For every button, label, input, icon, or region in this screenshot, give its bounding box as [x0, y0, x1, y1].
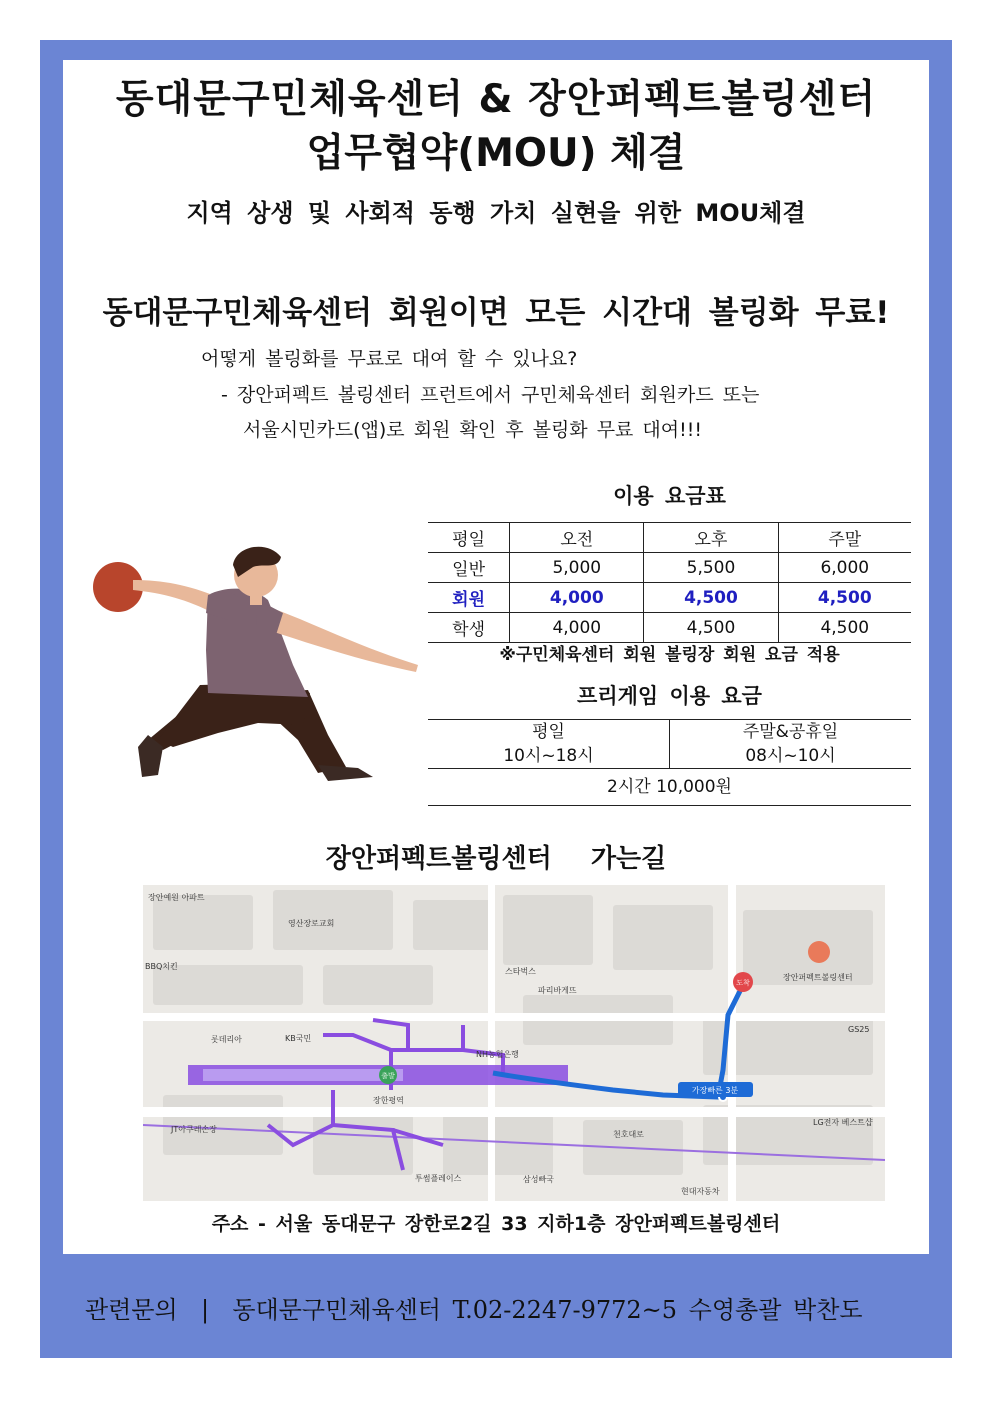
fee-cell: 4,000	[510, 613, 644, 643]
free-game-price-row	[428, 769, 911, 806]
bowler-illustration	[78, 485, 428, 785]
poster-card	[63, 60, 929, 1254]
weekday-time: 10시~18시	[503, 746, 594, 766]
map-label-bank: NH농협은행	[476, 1050, 519, 1059]
subtitle: 지역 상생 및 사회적 동행 가치 실현을 위한 MOU체결	[186, 199, 806, 227]
fee-cell: 4,500	[644, 583, 778, 613]
fee-table-row	[428, 553, 911, 583]
fee-table-row	[428, 613, 911, 643]
fee-header-cell: 평일	[428, 523, 510, 553]
map-label-twosome: 투썸플레이스	[415, 1174, 462, 1183]
map-arrival: 도착	[736, 979, 750, 987]
fee-cell: 5,500	[644, 553, 778, 583]
map-label-jt: JT아쿠레손장	[171, 1125, 217, 1134]
map-label-lg: LG전자 베스트샵	[813, 1118, 873, 1127]
fee-cell: 4,500	[644, 613, 778, 643]
map-label-kb: KB국민	[285, 1034, 312, 1043]
map-label-bbq: BBQ치킨	[145, 962, 178, 971]
map-label-gs25: GS25	[848, 1025, 870, 1034]
faq-answer-line-1: - 장안퍼펙트 볼링센터 프런트에서 구민체육센터 회원카드 또는	[221, 384, 760, 406]
weekday-label: 평일	[532, 722, 565, 742]
fee-header-cell: 주말	[778, 523, 911, 553]
fee-cell: 일반	[428, 553, 510, 583]
free-game-weekend	[670, 720, 912, 769]
free-game-table	[428, 719, 911, 806]
fee-cell: 4,500	[778, 583, 911, 613]
title-line-2: 업무협약(MOU) 체결	[306, 131, 686, 176]
fee-cell: 6,000	[778, 553, 911, 583]
fee-table-header-row	[428, 523, 911, 553]
fee-cell: 4,000	[510, 583, 644, 613]
fee-cell: 5,000	[510, 553, 644, 583]
fee-header-cell: 오전	[510, 523, 644, 553]
fee-cell: 학생	[428, 613, 510, 643]
contact-info: 관련문의 | 동대문구민체육센터 T.02-2247-9772~5 수영총괄 박찬도	[85, 1296, 863, 1324]
headline: 동대문구민체육센터 회원이면 모든 시간대 볼링화 무료!	[102, 295, 890, 331]
map-departure: 출발	[381, 1072, 395, 1080]
map-label-paris: 파리바게뜨	[538, 986, 577, 995]
fee-cell: 회원	[428, 583, 510, 613]
map-label-hyundai: 현대자동차	[681, 1187, 720, 1196]
map-label-destination: 장안퍼펙트볼링센터	[783, 973, 853, 982]
title-line-1: 동대문구민체육센터 & 장안퍼펙트볼링센터	[115, 77, 877, 122]
fee-header-cell: 오후	[644, 523, 778, 553]
faq-question: 어떻게 볼링화를 무료로 대여 할 수 있나요?	[201, 348, 578, 370]
map-label-starbucks: 스타벅스	[505, 967, 536, 976]
free-game-row	[428, 720, 911, 769]
map-label-station: 장한평역	[373, 1096, 404, 1105]
weekend-time: 08시~10시	[745, 746, 836, 766]
map-label-lotte: 롯데리아	[211, 1035, 242, 1044]
address: 주소 - 서울 동대문구 장한로2길 33 지하1층 장안퍼펙트볼링센터	[211, 1213, 781, 1235]
weekend-label: 주말&공휴일	[742, 722, 839, 742]
free-game-weekday	[428, 720, 670, 769]
fee-table-row-member	[428, 583, 911, 613]
faq-answer-line-2: 서울시민카드(앱)로 회원 확인 후 볼링화 무료 대여!!!	[243, 419, 702, 441]
fee-table-title: 이용 요금표	[613, 484, 726, 508]
fee-cell: 4,500	[778, 613, 911, 643]
fee-note: ※구민체육센터 회원 볼링장 회원 요금 적용	[499, 645, 840, 665]
free-game-title: 프리게임 이용 요금	[577, 684, 762, 708]
free-game-price: 2시간 10,000원	[428, 769, 911, 806]
map-label-church: 영산장로교회	[288, 919, 335, 928]
map-label-road: 천호대로	[613, 1130, 644, 1139]
map-route-badge: 가장빠른 3분	[691, 1086, 739, 1095]
fee-table	[428, 522, 911, 643]
map-label-samsung: 삼성빠국	[523, 1175, 554, 1184]
location-map	[143, 885, 885, 1201]
directions-title: 장안퍼펙트볼링센터 가는길	[325, 844, 667, 874]
map-label-apt: 장안예원 아파트	[148, 893, 205, 902]
